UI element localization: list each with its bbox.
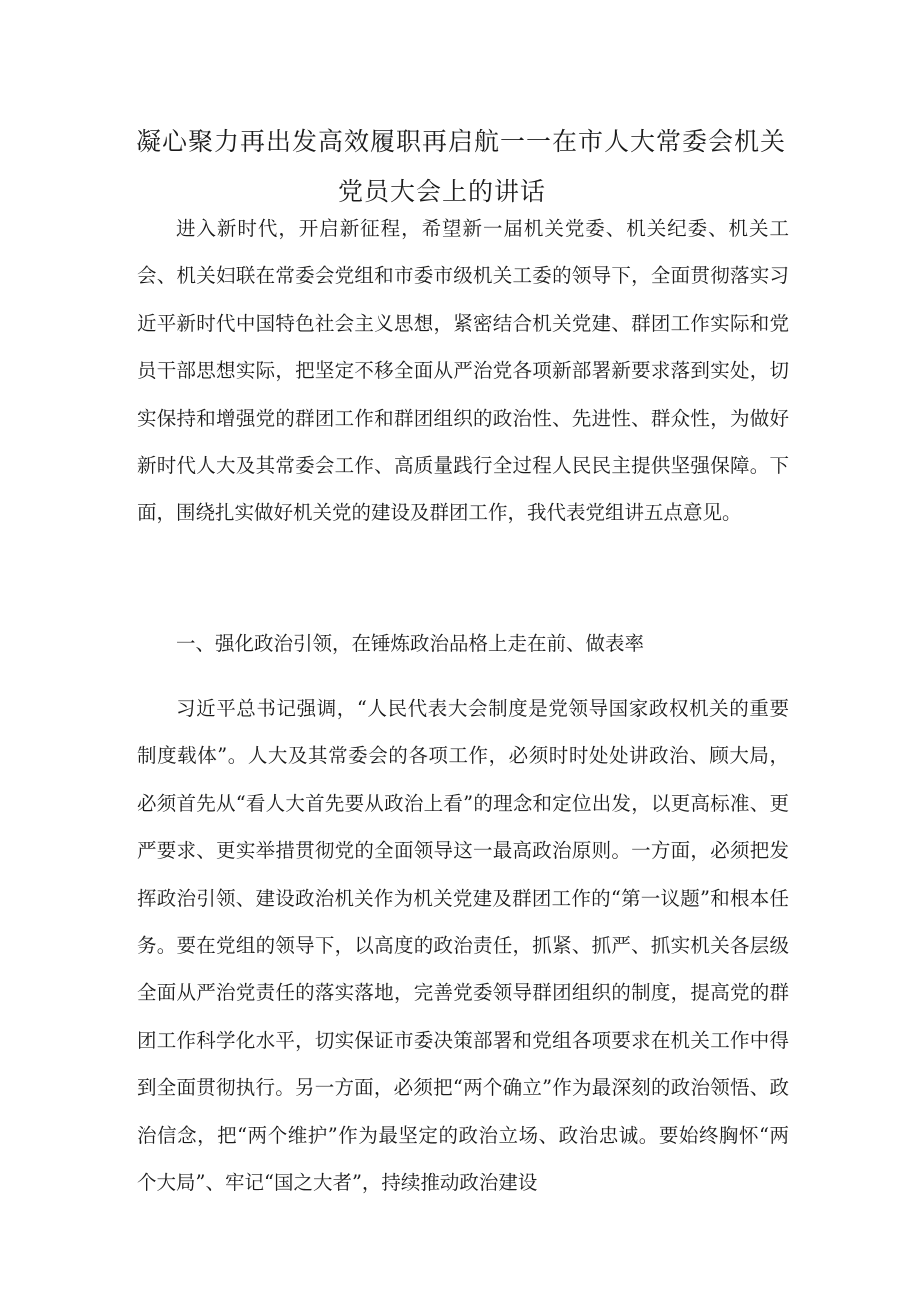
intro-paragraph: 进入新时代，开启新征程，希望新一届机关党委、机关纪委、机关工会、机关妇联在常委会党组和市委市级机关工委的领导下，全面贯彻落实习近平新时代中国特色社会主义思想，紧密结合机关党建、群团工作实际和党员干部思想实际，把坚定不移全面从严治党各项新部署新要求落到实处，切实保持和增强党的群团工作和群团组织的政治性、先进性、群众性，为做好新时代人大及其常委会工作、高质量践行全过程人民民主提供坚强保障。下面，围绕扎实做好机关党的建设及群团工作，我代表党组讲五点意见。 xyxy=(137,217,789,525)
section-1-paragraph: 习近平总书记强调，“人民代表大会制度是党领导国家政权机关的重要制度载体”。人大及其常委会的各项工作，必须时时处处讲政治、顾大局，必须首先从“看人大首先要从政治上看”的理念和定位出发，以更高标准、更严要求、更实举措贯彻党的全面领导这一最高政治原则。一方面，必须把发挥政治引领、建设政治机关作为机关党建及群团工作的“第一议题”和根本任务。要在党组的领导下，以高度的政治责任，抓紧、抓严、抓实机关各层级全面从严治党责任的落实落地，完善党委领导群团组织的制度，提高党的群团工作科学化水平，切实保证市委决策部署和党组各项要求在机关工作中得到全面贯彻执行。另一方面，必须把“两个确立”作为最深刻的政治领悟、政治信念，把“两个维护”作为最坚定的政治立场、政治忠诚。要始终胸怀“两个大局”、牢记“国之大者”，持续推动政治建设 xyxy=(137,697,789,1195)
document-title-line-2: 党员大会上的讲话 xyxy=(338,177,547,206)
section-heading-1: 一、强化政治引领，在锤炼政治品格上走在前、做表率 xyxy=(176,632,645,655)
document-title-line-1: 凝心聚力再出发高效履职再启航一一在市人大常委会机关 xyxy=(136,127,787,156)
